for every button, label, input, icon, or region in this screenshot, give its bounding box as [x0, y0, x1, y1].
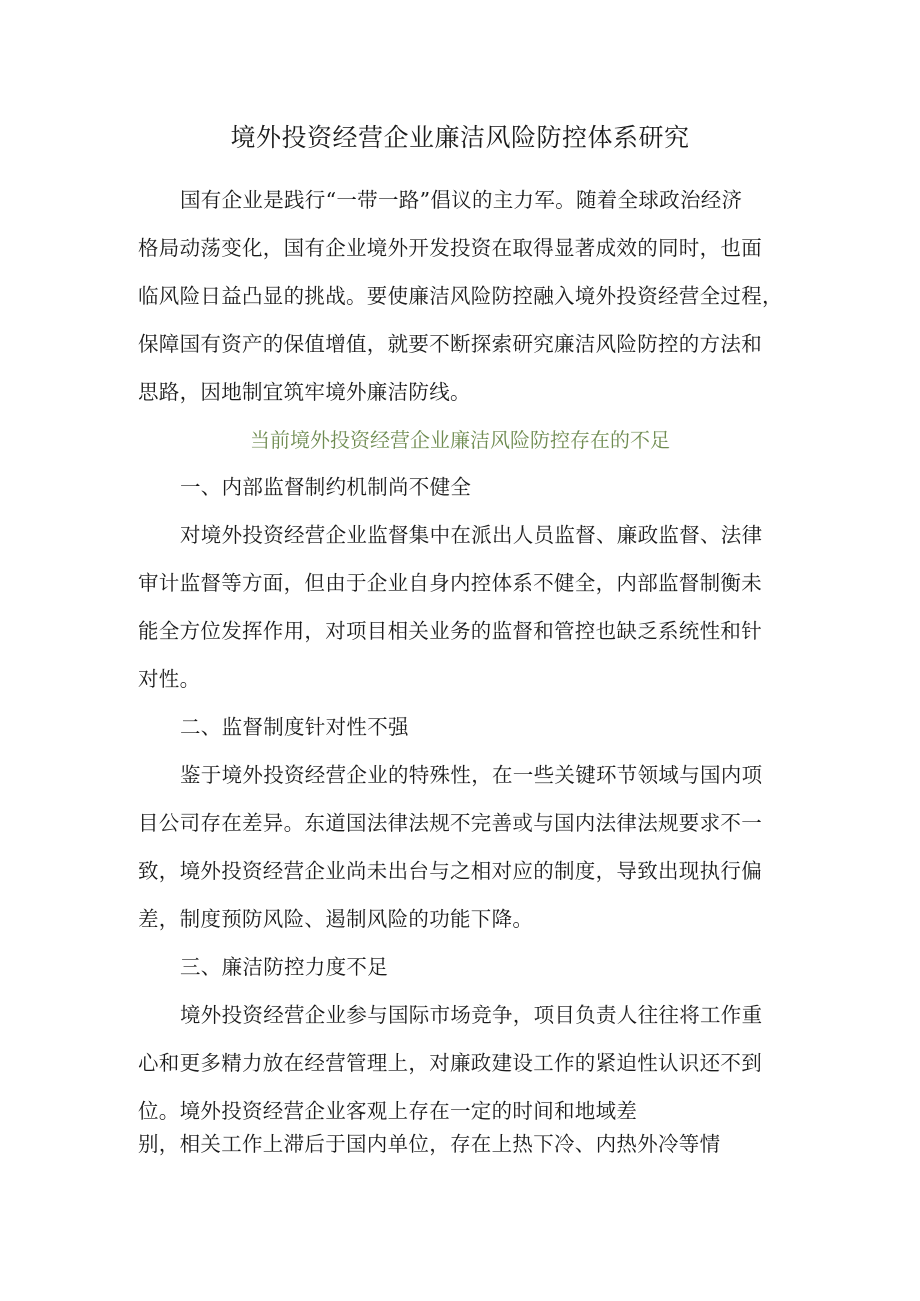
intro-line-3: 临风险日益凸显的挑战。要使廉洁风险防控融入境外投资经营全过程，	[138, 284, 783, 308]
sub3-line-1: 境外投资经营企业参与国际市场竞争，项目负责人往往将工作重	[180, 1003, 763, 1027]
sub1-line-2: 审计监督等方面，但由于企业自身内控体系不健全，内部监督制衡未	[138, 571, 762, 595]
intro-line-2: 格局动荡变化，国有企业境外开发投资在取得显著成效的同时，也面	[138, 236, 762, 260]
subsection-heading-1: 一、内部监督制约机制尚不健全	[180, 475, 472, 499]
sub2-line-2: 目公司存在差异。东道国法律法规不完善或与国内法律法规要求不一	[138, 811, 762, 835]
sub1-line-3: 能全方位发挥作用，对项目相关业务的监督和管控也缺乏系统性和针	[138, 619, 762, 643]
sub2-line-1: 鉴于境外投资经营企业的特殊性，在一些关键环节领域与国内项	[180, 763, 763, 787]
intro-line-1: 国有企业是践行“一带一路”倡议的主力军。随着全球政治经济	[180, 188, 743, 212]
sub1-line-4: 对性。	[138, 667, 201, 691]
sub2-line-3: 致，境外投资经营企业尚未出台与之相对应的制度，导致出现执行偏	[138, 859, 762, 883]
sub2-line-4: 差，制度预防风险、遏制风险的功能下降。	[138, 907, 534, 931]
sub1-line-1: 对境外投资经营企业监督集中在派出人员监督、廉政监督、法律	[180, 523, 763, 547]
subsection-heading-2: 二、监督制度针对性不强	[180, 715, 409, 739]
sub3-line-2: 心和更多精力放在经营管理上，对廉政建设工作的紧迫性认识还不到	[138, 1051, 762, 1075]
sub3-line-4: 别，相关工作上滞后于国内单位，存在上热下冷、内热外冷等情	[138, 1132, 721, 1156]
intro-line-5: 思路，因地制宜筑牢境外廉洁防线。	[138, 380, 471, 404]
sub3-line-3: 位。境外投资经营企业客观上存在一定的时间和地域差	[138, 1099, 638, 1123]
subsection-heading-3: 三、廉洁防控力度不足	[180, 955, 388, 979]
intro-line-4: 保障国有资产的保值增值，就要不断探索研究廉洁风险防控的方法和	[138, 332, 762, 356]
section-heading: 当前境外投资经营企业廉洁风险防控存在的不足	[250, 428, 670, 452]
document-title: 境外投资经营企业廉洁风险防控体系研究	[230, 123, 690, 152]
